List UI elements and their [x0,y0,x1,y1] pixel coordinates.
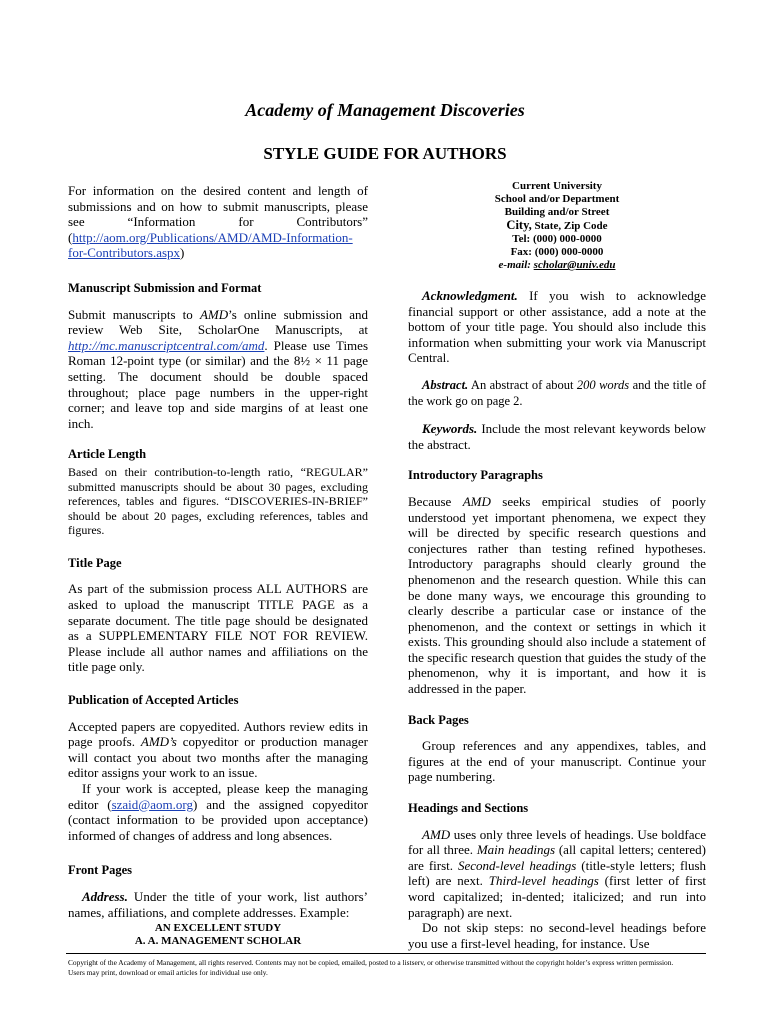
left-column [68,183,368,948]
introductory-heading: Introductory Paragraphs [408,468,543,483]
manuscript-submission-paragraph: Submit manuscripts to AMD’s online submission and review Web Site, ScholarOne Manuscripts, at http://mc.manuscriptcentral.com/amd. Please use Times Roman 12-point type (or similar) and the 8½ × 11 page setting. The document should be double spaced throughout; place page numbers in the upper-right corner; and leave top and side margins of at least one inch. [68,306,368,431]
keywords-paragraph: Keywords. Include the most relevant keywords below the abstract. [408,421,706,452]
accepted-articles-heading: Publication of Accepted Articles [68,693,239,708]
article-length-paragraph: Based on their contribution-to-length ratio, “REGULAR” submitted manuscripts should be about 30 pages, excluding references, tables and figures. “DISCOVERIES-IN-BRIEF” should be about 20 pages, excluding references, tables and figures. [68,464,368,538]
manuscript-central-link[interactable]: http://mc.manuscriptcentral.com/amd [68,337,265,353]
right-column [408,180,706,963]
title-page-paragraph: As part of the submission process ALL AUTHORS are asked to upload the manuscript TITLE PAGE as a separate document. The title page should be designated as a SUPPLEMENTARY FILE NOT FOR REVIEW. Please include all author names and affiliations on the title page only. [68,581,368,675]
address-run-in: Address. [82,888,128,904]
acknowledgment-paragraph: Acknowledgment. If you wish to acknowledge financial support or other assistance, add a note at the bottom of your title page. You should also include this information when submitting your work via Manuscript Central. [408,288,706,366]
intro-paragraph: For information on the desired content and length of submissions and on how to submit manuscripts, please see “Information for Contributors” (http://aom.org/Publications/AMD/AMD-Information-for-Contributors.aspx) [68,183,368,261]
managing-editor-email-link[interactable]: szaid@aom.org [111,796,193,812]
copyright-footer: Copyright of the Academy of Management, all rights reserved. Contents may not be copied, emailed, posted to a listserv, or otherwise transmitted without the copyright holder’s express written permission. Users may print, download or email articles for individual use only. [68,958,674,977]
journal-title: Academy of Management Discoveries [245,100,525,120]
introductory-paragraph: Because AMD seeks empirical studies of poorly understood yet important phenomena, we expect they will be directed by specific research questions and conjectures rather than testing refined hypotheses. Introductory paragraphs should clearly ground the phenomenon and the research question. While this can be done many ways, we encourage this grounding to clearly describe a particular case or instance of the phenomenon, and the context or settings in which it exists. This grounding should also include a statement of the specific research question that guides the study of the phenomenon, why it is important, and how it is addressed in the paper. [408,493,706,697]
headings-sections-heading: Headings and Sections [408,801,529,816]
front-pages-paragraph: Address. Under the title of your work, list authors’ names, affiliations, and complete addresses. Example: [68,888,368,920]
title-page-heading: Title Page [68,555,122,570]
page-title: STYLE GUIDE FOR AUTHORS [263,144,507,163]
example-title: AN EXCELLENT STUDY [154,922,282,935]
example-author: A. A. MANAGEMENT SCHOLAR [134,935,302,948]
scholar-email-link[interactable]: scholar@univ.edu [533,259,616,271]
accepted-articles-paragraph-2: If your work is accepted, please keep the managing editor (szaid@aom.org) and the assigned copyeditor (contact information to be provided upon acceptance) informed of changes of address and long absences. [68,781,369,843]
accepted-articles-paragraph: Accepted papers are copyedited. Authors review edits in page proofs. AMD’s copyeditor or production manager will contact you about two months after the managing editor assigns your work to an issue. [68,718,369,781]
footer-divider [66,953,706,954]
back-pages-heading: Back Pages [408,712,469,727]
contributors-info-link[interactable]: http://aom.org/Publications/AMD/AMD-Information-for-Contributors.aspx [68,229,353,261]
front-pages-heading: Front Pages [68,863,132,878]
manuscript-submission-heading: Manuscript Submission and Format [68,280,262,295]
example-title-block [68,922,368,948]
article-length-heading: Article Length [68,447,147,462]
headings-sections-paragraph-2: Do not skip steps: no second-level headings before you use a first-level heading, for instance. Use [408,920,706,951]
back-pages-paragraph: Group references and any appendixes, tables, and figures at the end of your manuscript. Continue your page numbering. [408,738,706,785]
headings-sections-paragraph: AMD uses only three levels of headings. Use boldface for all three. Main headings (all capital letters; centered) are first. Second-level headings (title-style letters; flush left) are next. Third-level headings (first letter of first word capitalized; in-dented; italicized; and run into paragraph) are next. [408,826,707,920]
address-example-block: Current University School and/or Department Building and/or Street City, State, Zip Code Tel: (000) 000-0000 Fax: (000) 000-0000 e-mail: scholar@univ.edu [494,180,620,271]
abstract-paragraph: Abstract. An abstract of about 200 words and the title of the work go on page 2. [408,377,707,408]
